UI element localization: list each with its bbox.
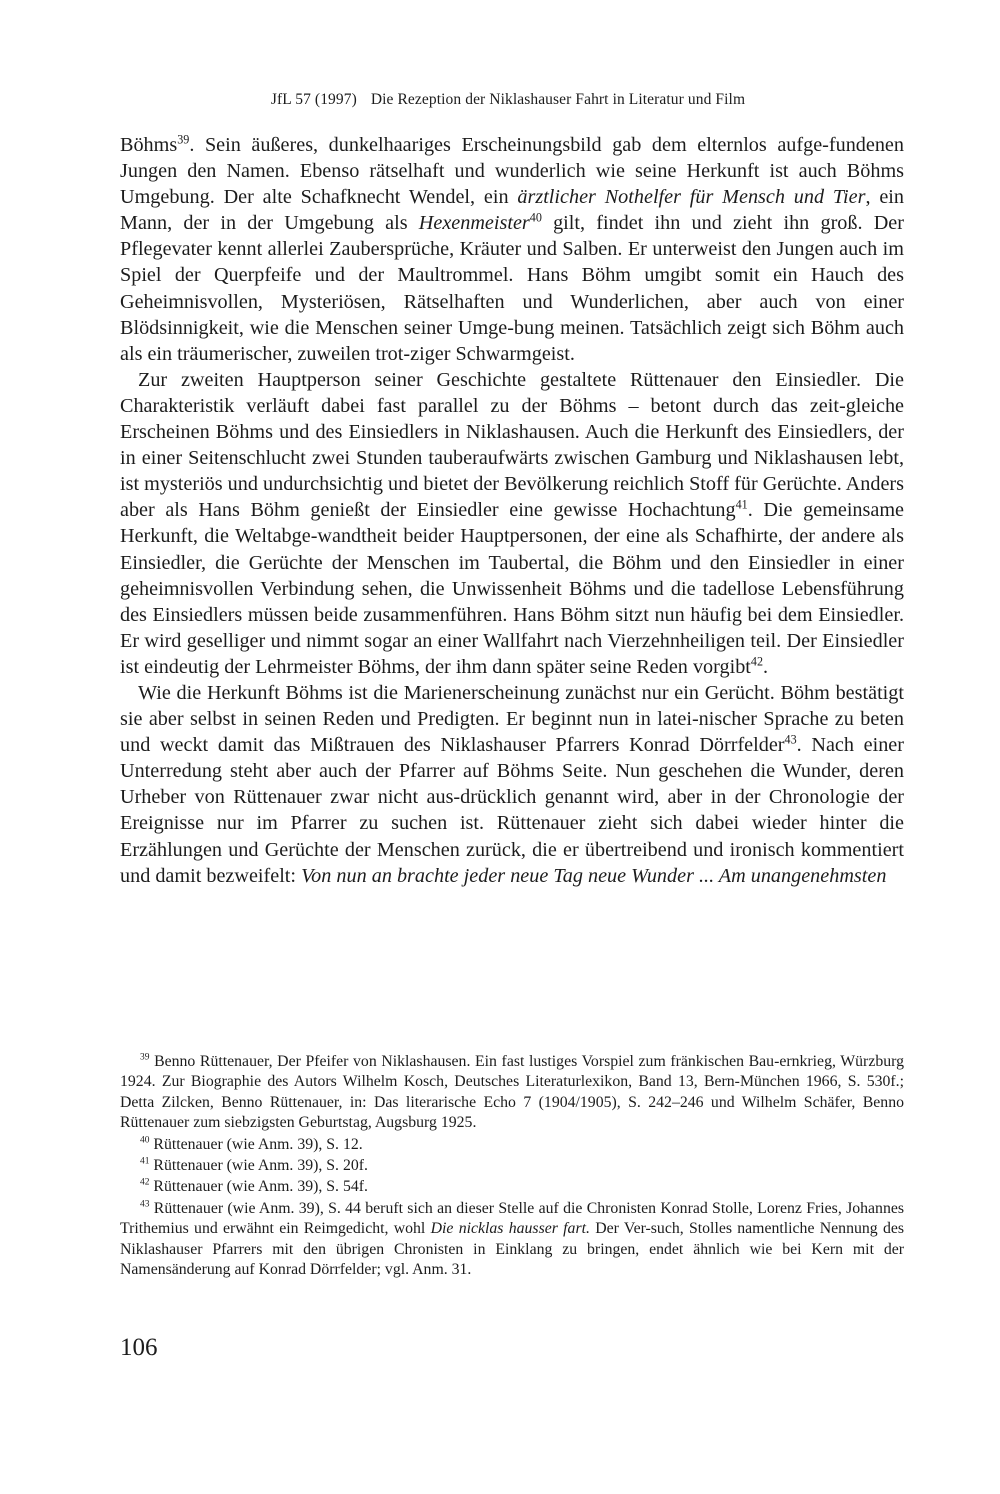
running-head <box>120 91 896 109</box>
italic-term: Hexenmeister <box>418 212 530 235</box>
footnote-number: 43 <box>140 1199 150 1210</box>
footnote-number: 41 <box>140 1156 150 1167</box>
footnote-ref-40: 40 <box>529 210 542 225</box>
article-title: Die Rezeption der Niklashauser Fahrt in Literatur und Film <box>370 91 746 108</box>
page-number: 106 <box>120 1334 158 1361</box>
footnote-ref-39: 39 <box>177 132 190 147</box>
footnote-number: 42 <box>140 1178 150 1189</box>
footnote-number: 40 <box>140 1135 150 1146</box>
footnote-43: $^{43}$ Rüttenauer (wie Anm. 39), S. 44 beruft sich an dieser Stelle auf die Chronisten Konrad Stolle, Lorenz Fries, Johannes Trithemius und erwähnt ein Reimgedicht, wohl Die nicklas hausser fart. Der Ver-such, Stolles namentliche Nennung des Niklashauser Pfarrers mit den übrigen Chronisten in Einklang zu bringen, endet ähnlich wie bei Kern mit der Namensänderung auf Konrad Dörrfelder; vgl. Anm. 31. <box>120 1199 905 1279</box>
journal-citation: JfL 57 (1997) <box>270 91 357 108</box>
footnote-ref-42: 42 <box>750 654 764 669</box>
footnote-40: $^{40}$ Rüttenauer (wie Anm. 39), S. 12. <box>140 1135 363 1153</box>
footnote-42: $^{42}$ Rüttenauer (wie Anm. 39), S. 54f. <box>140 1178 368 1196</box>
main-text <box>120 132 904 889</box>
footnote-number: 39 <box>140 1052 150 1063</box>
italic-quote: Von nun an brachte jeder neue Tag neue Wunder ... Am unangenehmsten <box>301 864 887 887</box>
paragraph-1: Böhms$^{39}$. Sein äußeres, dunkelhaariges Erscheinungsbild gab dem elternlos aufge-fundenen Jungen den Namen. Ebenso rätselhaft und wunderlich wie seine Herkunft ist auch Böhms Umgebung. Der alte Schafknecht Wendel, ein ärztlicher Nothelfer für Mensch und Tier, ein Mann, der in der Umgebung als Hexenmeister$^{40}$ gilt, findet ihn und zieht ihn groß. Der Pflegevater kennt allerlei Zaubersprüche, Kräuter und Salben. Er unterweist den Jungen auch im Spiel der Querpfeife und der Maultrommel. Hans Böhm umgibt somit ein Hauch des Geheimnisvollen, Mysteriösen, Rätselhaften und Wunderlichen, aber auch von einer Blödsinnigkeit, wie die Menschen seiner Umge-bung meinen. Tatsächlich zeigt sich Böhm auch als ein träumerischer, zuweilen trot-ziger Schwarmgeist. <box>120 132 904 365</box>
footnote-ref-41: 41 <box>735 497 748 512</box>
footnote-41: $^{41}$ Rüttenauer (wie Anm. 39), S. 20f. <box>140 1156 368 1175</box>
footnotes <box>120 1052 904 1281</box>
paragraph-2: Zur zweiten Hauptperson seiner Geschichte gestaltete Rüttenauer den Einsiedler. Die Charakteristik verläuft dabei fast parallel zu der Böhms – betont durch das zeit-gleiche Erscheinen Böhms und des Einsiedlers in Niklashausen. Auch die Herkunft des Einsiedlers, der in einer Seitenschlucht zwei Stunden tauberaufwärts zwischen Gamburg und Niklashausen lebt, ist mysteriös und undurchsichtig und bietet der Bevölkerung reichlich Stoff für Gerüchte. Anders aber als Hans Böhm genießt der Einsiedler eine gewisse Hochachtung$^{41}$. Die gemeinsame Herkunft, die Weltabge-wandtheit beider Hauptpersonen, der eine als Schafhirte, der andere als Einsiedler, die Gerüchte der Menschen im Taubertal, die Böhm und den Einsiedler in einer geheimnisvollen Verbindung sehen, die Unwissenheit Böhms und die tadellose Lebensführung des Einsiedlers müssen beide zusammenführen. Hans Böhm sitzt nun häufig bei dem Einsiedler. Er wird geselliger und nimmt sogar an einer Wallfahrt nach Vierzehnheiligen teil. Der Einsiedler ist eindeutig der Lehrmeister Böhms, der ihm dann später seine Reden vorgibt$^{42}$. <box>120 368 905 678</box>
footnote-39: $^{39}$ Benno Rüttenauer, Der Pfeifer von Niklashausen. Ein fast lustiges Vorspiel zum fränkischen Bau-ernkrieg, Würzburg 1924. Zur Biographie des Autors Wilhelm Kosch, Deutsches Literaturlexikon, Band 13, Bern-München 1966, S. 530f.; Detta Zilcken, Benno Rüttenauer, in: Das literarische Echo 7 (1904/1905), S. 242–246 und Wilhelm Schäfer, Benno Rüttenauer zum siebzigsten Geburtstag, Augsburg 1925. <box>120 1052 904 1132</box>
footnote-ref-43: 43 <box>784 732 797 747</box>
paragraph-3: Wie die Herkunft Böhms ist die Marienerscheinung zunächst nur ein Gerücht. Böhm bestätigt sie aber selbst in seinen Reden und Predigten. Er beginnt nun in latei-nischer Sprache zu beten und weckt damit das Mißtrauen des Niklashauser Pfarrers Konrad Dörrfelder$^{43}$. Nach einer Unterredung steht aber auch der Pfarrer auf Böhms Seite. Nun geschehen die Wunder, deren Urheber von Rüttenauer zwar nicht aus-drücklich genannt wird, aber in der Chronologie der Ereignisse nur im Pfarrer zu suchen ist. Rüttenauer zieht sich dabei wieder hinter die Erzählungen und Gerüchte der Menschen zurück, die er übertreibend und ironisch kommentiert und damit bezweifelt: Von nun an brachte jeder neue Tag neue Wunder ... Am unangenehmsten <box>120 681 904 887</box>
italic-title: Die nicklas hausser fart. <box>430 1220 590 1238</box>
italic-quote: ärztlicher Nothelfer für Mensch und Tier <box>517 186 866 209</box>
